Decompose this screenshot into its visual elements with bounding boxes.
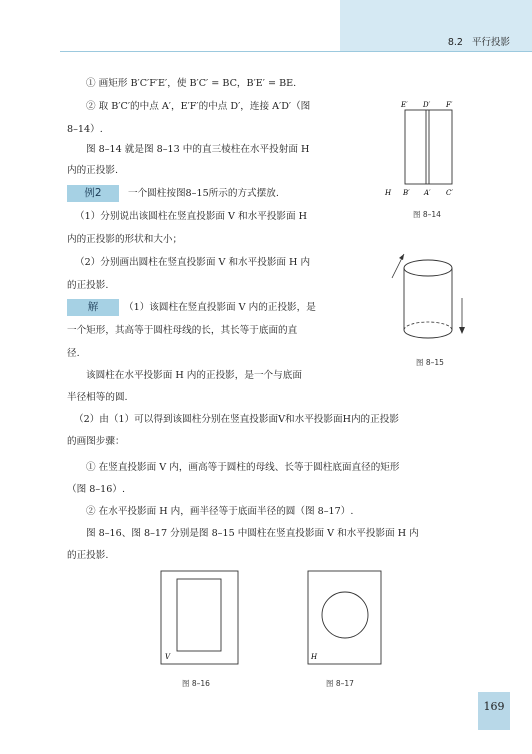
text-line: ② 在水平投影面 H 内，画半径等于底面半径的圆（图 8–17）. xyxy=(86,506,354,517)
page-number: 169 xyxy=(483,700,505,713)
f15-arrowhead-up xyxy=(399,254,404,260)
f15-arrowhead-down xyxy=(459,327,465,334)
text-line: 径. xyxy=(67,348,80,359)
text-line: ① 在竖直投影面 V 内，画高等于圆柱的母线、长等于圆柱底面直径的矩形 xyxy=(86,462,400,473)
f14-label-C: C′ xyxy=(446,189,453,197)
section-title: 平行投影 xyxy=(471,37,510,48)
f16-label-V: V xyxy=(165,653,171,661)
text-line: 的画图步骤： xyxy=(67,436,125,447)
text-line: （图 8–16）. xyxy=(67,484,125,495)
text-line: 图 8–14 就是图 8–13 中的直三棱柱在水平投射面 H xyxy=(86,144,310,155)
f15-top-ellipse xyxy=(404,260,452,276)
f16-frame xyxy=(161,571,238,664)
running-header xyxy=(448,34,510,48)
f14-label-B: B′ xyxy=(403,189,410,197)
text-line: 的正投影. xyxy=(67,280,109,291)
caption-8-17: 图 8–17 xyxy=(326,679,354,688)
text-line: ② 取 B′C′的中点 A′，E′F′的中点 D′，连接 A′D′（图 xyxy=(86,101,311,112)
solution-tag: 解 xyxy=(67,299,119,316)
text-line: 一个矩形，其高等于圆柱母线的长，其长等于底面的直 xyxy=(67,325,298,336)
f17-circle xyxy=(322,592,368,638)
text-line: 内的正投影. xyxy=(67,165,119,176)
caption-8-14: 图 8–14 xyxy=(413,210,441,219)
text-line: （1）分别说出该圆柱在竖直投影面 V 和水平投影面 H xyxy=(75,211,308,222)
f15-bottom-back xyxy=(404,322,452,330)
text-line: （2）分别画出圆柱在竖直投影面 V 和水平投影面 H 内 xyxy=(75,257,311,268)
figure-8-14 xyxy=(384,96,464,200)
f14-label-A: A′ xyxy=(424,189,431,197)
f17-frame xyxy=(308,571,381,664)
section-number: 8.2 xyxy=(447,37,463,48)
text-line: 图 8–16、图 8–17 分别是图 8–15 中圆柱在竖直投影面 V 和水平投影面 H 内 xyxy=(86,528,419,539)
text-line: 的正投影. xyxy=(67,550,109,561)
f14-label-D: D′ xyxy=(423,101,431,109)
caption-8-15: 图 8–15 xyxy=(416,358,444,367)
text-line: 内的正投影的形状和大小； xyxy=(67,234,183,245)
f14-rectangle xyxy=(405,110,452,184)
f17-label-H: H xyxy=(311,653,318,661)
text-line: （1）该圆柱在竖直投影面 V 内的正投影，是 xyxy=(124,302,316,313)
text-line: 半径相等的圆. xyxy=(67,392,128,403)
f14-label-F: F′ xyxy=(446,101,453,109)
f15-bottom-front xyxy=(404,330,452,338)
text-line: ① 画矩形 B′C′F′E′，使 B′C′ = BC，B′E′ = BE. xyxy=(86,78,297,89)
text-line: （2）由（1）可以得到该圆柱分别在竖直投影面V和水平投影面H内的正投影 xyxy=(74,414,399,425)
f16-rectangle xyxy=(177,579,221,651)
f14-label-E: E′ xyxy=(401,101,408,109)
header-rule xyxy=(60,51,532,52)
example-text: 一个圆柱按图8–15所示的方式摆放. xyxy=(128,188,279,199)
caption-8-16: 图 8–16 xyxy=(182,679,210,688)
figure-8-16 xyxy=(160,570,240,666)
example-tag: 例2 xyxy=(67,185,119,202)
text-line: 该圆柱在水平投影面 H 内的正投影，是一个与底面 xyxy=(86,370,302,381)
figure-8-15 xyxy=(388,248,478,348)
figure-8-17 xyxy=(307,570,383,666)
f14-label-H: H xyxy=(385,189,392,197)
text-line: 8–14）. xyxy=(67,124,103,135)
